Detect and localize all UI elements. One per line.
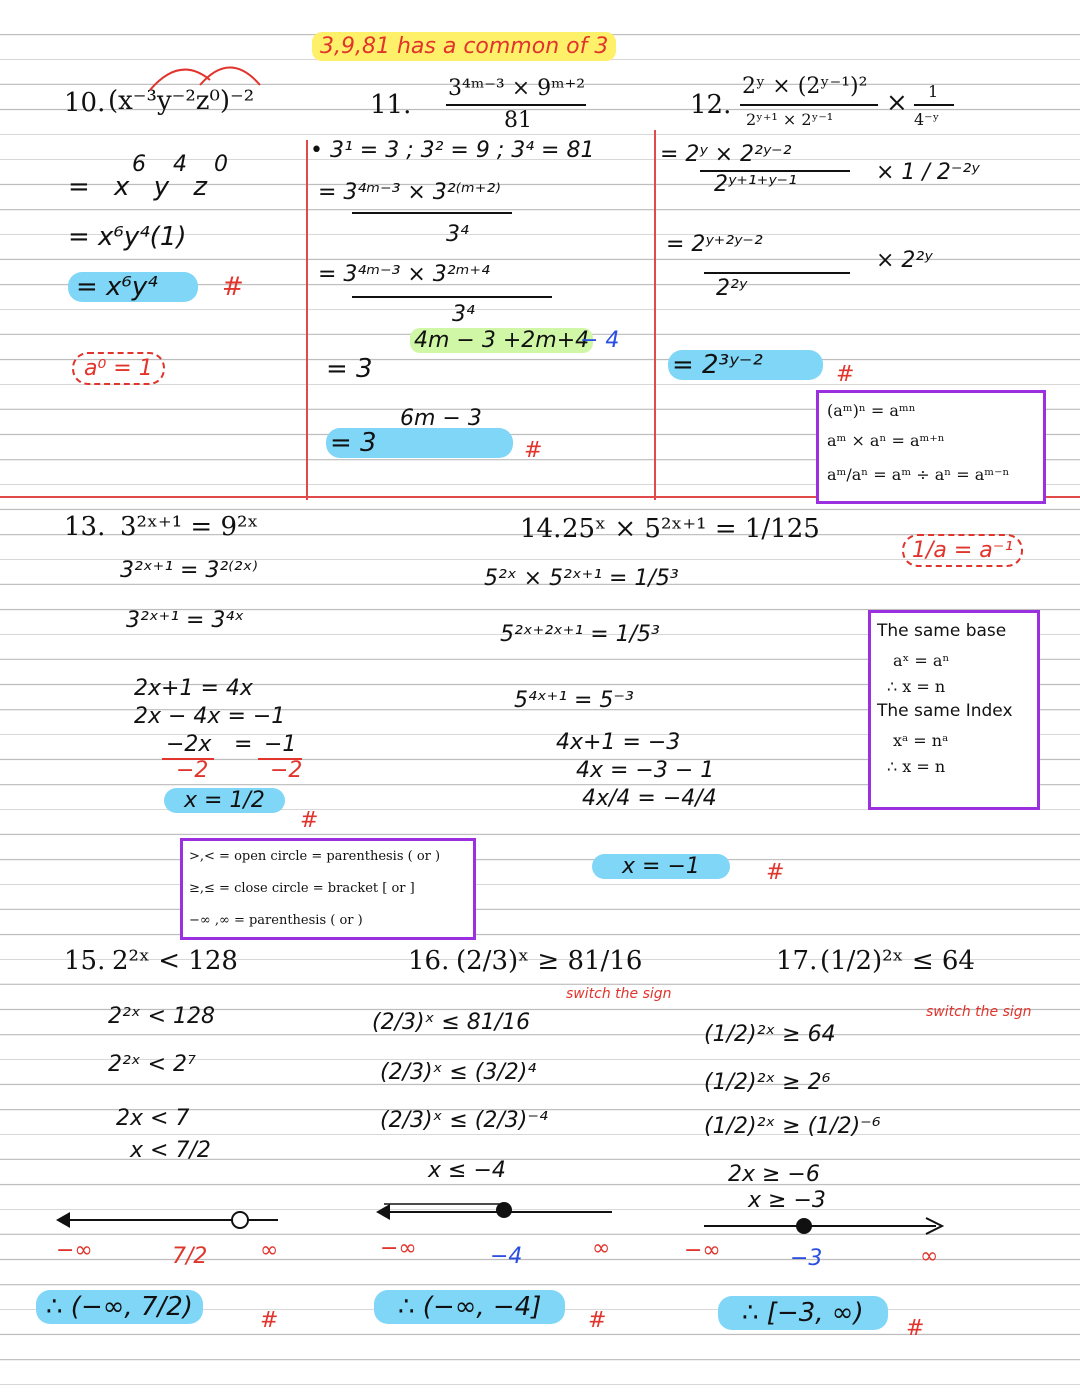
p16-step1: (2/3)ˣ ≤ 81/16 [372, 1010, 531, 1035]
p10-arrows [130, 55, 270, 95]
p11-expr-bar [446, 104, 586, 106]
p12-times: × [886, 88, 908, 118]
p12-step1: = 2ʸ × 2²ʸ⁻² [660, 142, 792, 167]
p11-hash: # [524, 438, 543, 463]
p14-hash: # [766, 860, 785, 885]
p13-step1: 3²ˣ⁺¹ = 3²⁽²ˣ⁾ [120, 558, 258, 583]
rule-quotient: aᵐ/aⁿ = aᵐ ÷ aⁿ = aᵐ⁻ⁿ [827, 465, 1010, 484]
p12-hash: # [836, 362, 855, 387]
p17-number-line [700, 1212, 950, 1242]
p17-step4: 2x ≥ −6 [728, 1162, 820, 1187]
p11-step2-bar [352, 296, 552, 298]
p14-step3: 5⁴ˣ⁺¹ = 5⁻³ [514, 688, 634, 713]
p11-step3-exp-b: − 4 [580, 328, 620, 353]
divider-col2 [654, 130, 656, 500]
p12-label: 12. [690, 90, 732, 120]
p16-label: 16. [408, 946, 450, 976]
p13-step5-dr: −2 [270, 758, 303, 783]
p11-facts: • 3¹ = 3 ; 3² = 9 ; 3⁴ = 81 [310, 138, 595, 163]
notation-closed: ≥,≤ = close circle = bracket [ or ] [189, 881, 415, 896]
p16-number-line [376, 1198, 626, 1228]
p10-note: a⁰ = 1 [72, 352, 165, 385]
p12-step2: = 2ʸ⁺²ʸ⁻² [666, 232, 763, 257]
p11-label: 11. [370, 90, 412, 120]
p16-expr: (2/3)ˣ ≥ 81/16 [456, 946, 643, 976]
p13-label: 13. [64, 512, 106, 542]
p14-expr: 25ˣ × 5²ˣ⁺¹ = 1/125 [562, 514, 820, 544]
p13-step5-dl: −2 [176, 758, 209, 783]
p16-pos-inf: ∞ [592, 1236, 611, 1261]
index-box-index-eq: xᵃ = nᵃ [893, 731, 949, 750]
p17-step5: x ≥ −3 [748, 1188, 826, 1213]
p13-step5-r: −1 [264, 732, 297, 757]
rule-product: aᵐ × aⁿ = aᵐ⁺ⁿ [827, 431, 945, 450]
p10-line3: = x⁶y⁴ [68, 272, 198, 302]
p15-label: 15. [64, 946, 106, 976]
p10-label: 10. [64, 88, 106, 118]
index-box-base-title: The same base [877, 621, 1007, 641]
same-base-index-box [868, 610, 1040, 810]
p12-step1-den: 2ʸ⁺¹⁺ʸ⁻¹ [714, 172, 797, 197]
p12-step2-den: 2²ʸ [716, 276, 748, 301]
p13-step5-l: −2x [166, 732, 212, 757]
p17-step1: (1/2)²ˣ ≥ 64 [704, 1022, 836, 1047]
exponent-rules-box [816, 390, 1046, 504]
p13-step3: 2x+1 = 4x [134, 676, 253, 701]
p15-step4: x < 7/2 [130, 1138, 211, 1163]
p15-number-line [56, 1206, 296, 1236]
p12-frac-num: 1 [928, 82, 939, 101]
index-box-index-title: The same Index [877, 701, 1013, 721]
p14-step6: 4x/4 = −4/4 [582, 786, 717, 811]
p12-step3: = 2³ʸ⁻² [668, 350, 823, 380]
p11-step4-base: = 3 [326, 428, 513, 458]
p10-expr: (x⁻³y⁻²z⁰)⁻² [108, 86, 255, 116]
p17-label: 17. [776, 946, 818, 976]
p17-answer: ∴ [−3, ∞) [718, 1296, 888, 1330]
p10-line1: = x y z [68, 172, 215, 202]
p15-pos-inf: ∞ [260, 1238, 279, 1263]
p12-expr-bar [740, 104, 878, 106]
p14-step2: 5²ˣ⁺²ˣ⁺¹ = 1/5³ [500, 622, 660, 647]
index-box-base-eq: aˣ = aⁿ [893, 651, 950, 670]
p12-expr-den: 2ʸ⁺¹ × 2ʸ⁻¹ [746, 110, 834, 129]
notation-open: >,< = open circle = parenthesis ( or ) [189, 849, 441, 864]
p11-step2-num: = 3⁴ᵐ⁻³ × 3²ᵐ⁺⁴ [318, 262, 490, 287]
p11-step3-exp-a: 4m − 3 +2m+4 [410, 328, 593, 353]
p15-answer: ∴ (−∞, 7/2) [36, 1290, 203, 1324]
p11-step2-den: 3⁴ [452, 302, 475, 327]
p17-expr: (1/2)²ˣ ≤ 64 [820, 946, 975, 976]
p11-expr-num: 3⁴ᵐ⁻³ × 9ᵐ⁺² [448, 76, 586, 101]
p14-step1: 5²ˣ × 5²ˣ⁺¹ = 1/5³ [484, 566, 679, 591]
p17-neg-inf: −∞ [684, 1238, 721, 1263]
p10-hash: # [222, 272, 244, 302]
p13-step4: 2x − 4x = −1 [134, 704, 286, 729]
p13-step6: x = 1/2 [164, 788, 285, 813]
p14-step5: 4x = −3 − 1 [576, 758, 715, 783]
p11-step3-base: = 3 [326, 354, 373, 384]
p15-step2: 2²ˣ < 2⁷ [108, 1052, 196, 1077]
rule-power: (aᵐ)ⁿ = aᵐⁿ [827, 401, 916, 420]
p14-label: 14. [520, 514, 562, 544]
p16-step4: x ≤ −4 [428, 1158, 506, 1183]
p17-switch: switch the sign [926, 1004, 1032, 1020]
p16-answer: ∴ (−∞, −4] [374, 1290, 565, 1324]
p12-frac-den: 4⁻ʸ [914, 110, 940, 129]
p17-step2: (1/2)²ˣ ≥ 2⁶ [704, 1070, 831, 1095]
divider-col1 [306, 140, 308, 500]
p15-step3: 2x < 7 [116, 1106, 190, 1131]
p15-expr: 2²ˣ < 128 [112, 946, 238, 976]
p11-step4-exp: 6m − 3 [400, 406, 482, 431]
p13-hash: # [300, 808, 319, 833]
p12-frac-bar [914, 104, 954, 106]
p13-step5-eq: = [234, 732, 253, 757]
p12-step2-bar [704, 272, 850, 274]
p15-neg-inf: −∞ [56, 1238, 93, 1263]
index-box-base-therefore: ∴ x = n [887, 677, 946, 696]
p11-step1-den: 3⁴ [446, 222, 469, 247]
p16-tick: −4 [490, 1244, 523, 1269]
p17-tick: −3 [790, 1246, 823, 1271]
header-note: 3,9,81 has a common of 3 [312, 32, 616, 61]
p17-step3: (1/2)²ˣ ≥ (1/2)⁻⁶ [704, 1114, 881, 1139]
p10-line2: = x⁶y⁴(1) [68, 222, 187, 252]
notation-infinity: −∞ ,∞ = parenthesis ( or ) [189, 913, 363, 928]
p14-note: 1/a = a⁻¹ [902, 534, 1023, 567]
p12-expr-num: 2ʸ × (2ʸ⁻¹)² [742, 74, 868, 99]
p16-step3: (2/3)ˣ ≤ (2/3)⁻⁴ [380, 1108, 548, 1133]
p13-expr: 3²ˣ⁺¹ = 9²ˣ [120, 512, 259, 542]
p14-step4: 4x+1 = −3 [556, 730, 681, 755]
p17-hash: # [906, 1316, 925, 1341]
p16-step2: (2/3)ˣ ≤ (3/2)⁴ [380, 1060, 537, 1085]
p11-expr-den: 81 [504, 108, 532, 133]
p11-step1-bar [352, 212, 512, 214]
p15-step1: 2²ˣ < 128 [108, 1004, 215, 1029]
interval-notation-box [180, 838, 476, 940]
p17-pos-inf: ∞ [920, 1244, 939, 1269]
p15-tick: 7/2 [172, 1244, 208, 1269]
index-box-index-therefore: ∴ x = n [887, 757, 946, 776]
p14-step7: x = −1 [592, 854, 730, 879]
p13-step2: 3²ˣ⁺¹ = 3⁴ˣ [126, 608, 245, 633]
p16-neg-inf: −∞ [380, 1236, 417, 1261]
p12-step1-right: × 1 / 2⁻²ʸ [876, 160, 980, 185]
p16-switch: switch the sign [566, 986, 672, 1002]
p16-hash: # [588, 1308, 607, 1333]
p12-step2-right: × 2²ʸ [876, 248, 933, 273]
p15-hash: # [260, 1308, 279, 1333]
p11-step1-num: = 3⁴ᵐ⁻³ × 3²⁽ᵐ⁺²⁾ [318, 180, 501, 205]
p10-exps1: 6 4 0 [132, 152, 238, 177]
